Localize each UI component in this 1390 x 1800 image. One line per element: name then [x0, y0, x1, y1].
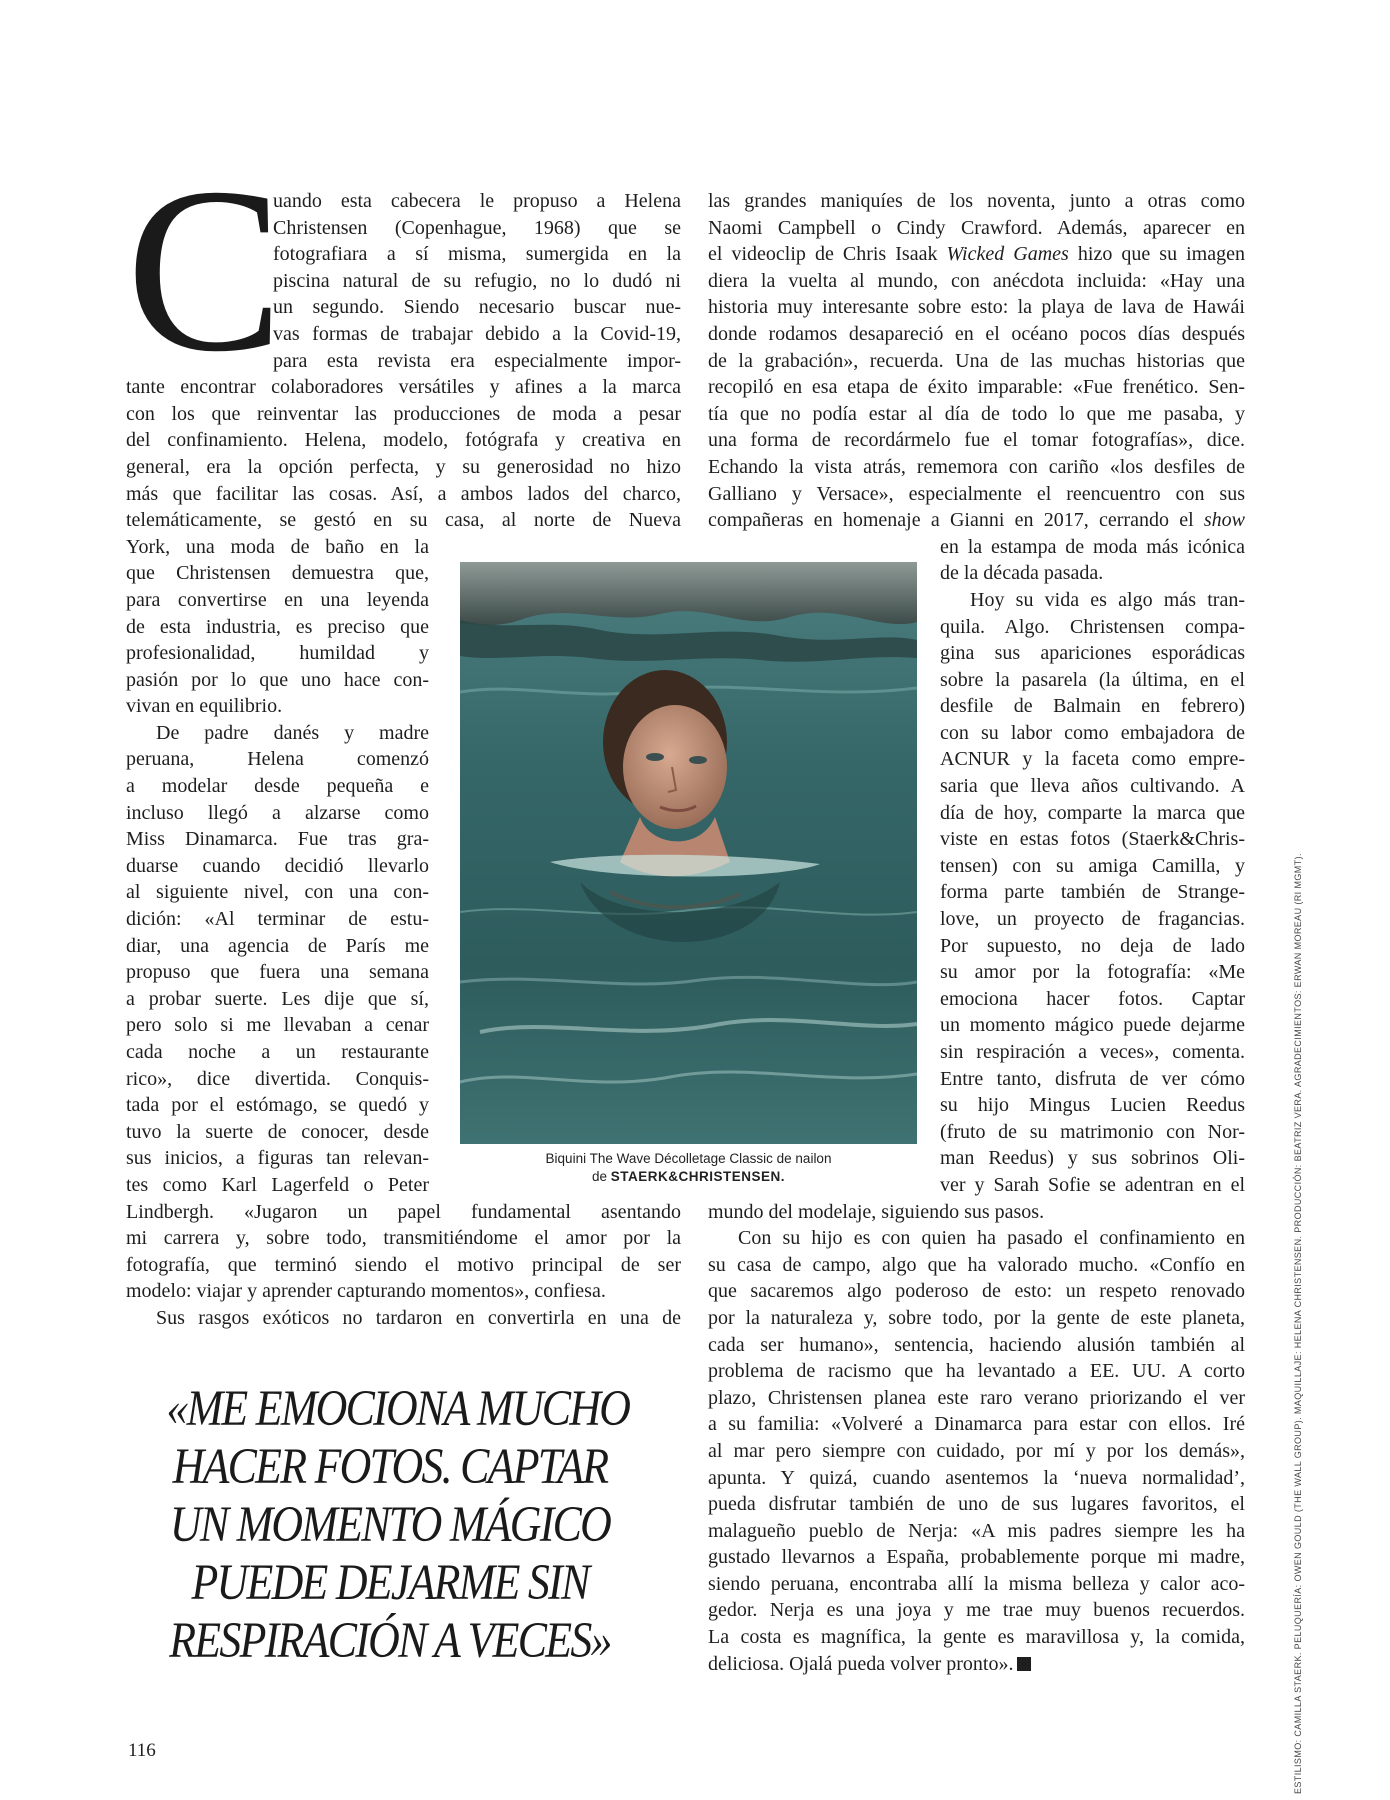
text-line: un momento mágico puede dejarme	[940, 1014, 1245, 1037]
text-line: diar, una agencia de París me	[126, 934, 429, 957]
drop-cap: C	[126, 140, 284, 401]
text-line: La costa es magnífica, la gente es maravillosa y, la comida,	[708, 1626, 1245, 1649]
text-line: fotografiara a sí misma, sumergida en la	[273, 243, 681, 266]
text-line: tante encontrar colaboradores versátiles y afines a la marca	[126, 376, 681, 399]
text-line: Echando la vista atrás, rememora con cariño «los desfiles de	[708, 455, 1245, 478]
text-line: emociona hacer fotos. Captar	[940, 987, 1245, 1010]
text-line: vivan en equilibrio.	[126, 695, 283, 718]
text-line: general, era la opción perfecta, y su generosidad no hizo	[126, 455, 681, 478]
text-line: al siguiente nivel, con una con-	[126, 881, 429, 904]
text-line: las grandes maniquíes de los noventa, junto a otras como	[708, 190, 1245, 212]
text-line: forma parte también de Strange-	[940, 881, 1245, 904]
text-line: que sacaremos algo poderoso de esto: un respeto renovado	[708, 1280, 1245, 1303]
text-line: tía que no podía estar al día de todo lo que me pasaba, y	[708, 402, 1245, 425]
lead-paragraph	[273, 188, 681, 374]
text-line: que Christensen demuestra que,	[126, 562, 429, 585]
pull-quote-line: RESPIRACIÓN A VECES»	[169, 1613, 611, 1669]
text-line: profesionalidad, humildad y	[126, 642, 429, 665]
text-line: cada ser humano», sentencia, haciendo alusión también al	[708, 1333, 1245, 1356]
text-line: para convertirse en una leyenda	[126, 588, 429, 611]
text-segment: compañeras en homenaje a Gianni en 2017, cerrando el	[708, 509, 1204, 532]
caption-brand: STAERK&CHRISTENSEN.	[610, 1169, 786, 1184]
text-line	[708, 241, 1245, 268]
pull-quote-line: «ME EMOCIONA MUCHO	[166, 1381, 630, 1437]
pull-quote-line: PUEDE DEJARME SIN	[191, 1555, 589, 1611]
text-line	[708, 1651, 1245, 1678]
wrapped-text-block	[940, 534, 1245, 1199]
text-line: donde rodamos desapareció en el océano pocos días después	[708, 322, 1245, 345]
text-line: para esta revista era especialmente impor-	[273, 349, 681, 372]
pull-quote-line: UN MOMENTO MÁGICO	[169, 1497, 611, 1553]
text-line: un segundo. Siendo necesario buscar nue-	[273, 296, 681, 319]
caption-prefix: de	[591, 1169, 611, 1184]
text-line: tes como Karl Lagerfeld o Peter	[126, 1173, 429, 1196]
text-line: Galliano y Versace», especialmente el reencuentro con sus	[708, 482, 1245, 505]
text-line: recopiló en esa etapa de éxito imparable: «Fue frenético. Sen-	[708, 376, 1245, 399]
text-line: a probar suerte. Les dije que sí,	[126, 987, 429, 1010]
text-line: piscina natural de su refugio, no lo dudó ni	[273, 269, 681, 292]
text-line: duarse cuando decidió llevarlo	[126, 854, 429, 877]
text-line: su casa de campo, algo que ha valorado mucho. «Confío en	[708, 1253, 1245, 1276]
text-line	[708, 507, 1245, 534]
caption-line	[460, 1168, 917, 1186]
pull-quote-line: HACER FOTOS. CAPTAR	[172, 1439, 608, 1495]
text-line: mundo del modelaje, siguiendo sus pasos.	[708, 1200, 1045, 1223]
text-line: Lindbergh. «Jugaron un papel fundamental asentando	[126, 1200, 681, 1223]
text-line: más que facilitar las cosas. Así, a ambos lados del charco,	[126, 482, 681, 505]
text-line: desfile de Balmain en febrero)	[940, 695, 1245, 718]
text-line: York, una moda de baño en la	[126, 535, 429, 558]
text-line: viste en estas fotos (Staerk&Chris-	[940, 828, 1245, 851]
text-line: gustado llevarnos a España, probablemente porque mi madre,	[708, 1546, 1245, 1569]
text-line: incluso llegó a alzarse como	[126, 801, 429, 824]
page-number: 116	[128, 1740, 156, 1761]
caption-line: Biquini The Wave Décolletage Classic de nailon	[545, 1151, 832, 1166]
text-line: ACNUR y la faceta como empre-	[940, 748, 1245, 771]
text-line: plazo, Christensen planea este raro verano priorizando el ver	[708, 1386, 1245, 1409]
text-line: sobre la pasarela (la última, en el	[940, 668, 1245, 691]
text-line: De padre danés y madre	[156, 721, 429, 744]
photo-caption	[460, 1150, 917, 1186]
end-mark-icon	[1017, 1657, 1031, 1671]
swimmer-photo-illustration	[460, 562, 917, 1144]
text-line: sin respiración a veces», comenta.	[940, 1041, 1245, 1063]
text-line: de la grabación», recuerda. Una de las muchas historias que	[708, 349, 1245, 372]
text-line: cada noche a un restaurante	[126, 1041, 429, 1063]
text-line: su hijo Mingus Lucien Reedus	[940, 1094, 1245, 1117]
text-line: rico», dice divertida. Conquis-	[126, 1067, 429, 1090]
text-line: diera la vuelta al mundo, con anécdota incluida: «Hay una	[708, 269, 1245, 292]
text-segment: hizo que su imagen	[1068, 243, 1245, 266]
text-line: tensen) con su amiga Camilla, y	[940, 854, 1245, 877]
text-line: vas formas de trabajar debido a la Covid-19,	[273, 322, 681, 345]
text-line: tada por el estómago, se quedó y	[126, 1094, 429, 1117]
text-line: sus inicios, a figuras tan relevan-	[126, 1147, 429, 1170]
text-line: día de hoy, comparte la marca que	[940, 801, 1245, 824]
text-line: su amor por la fotografía: «Me	[940, 961, 1245, 984]
text-line: historia muy interesante sobre esto: la playa de lava de Hawái	[708, 296, 1245, 319]
text-line: siendo peruana, encontraba allí la misma belleza y calor aco-	[708, 1572, 1245, 1595]
text-line: peruana, Helena comenzó	[126, 748, 429, 771]
text-line: mi carrera y, sobre todo, transmitiéndome el amor por la	[126, 1227, 681, 1250]
text-line: por la naturaleza y, sobre todo, por la gente de este planeta,	[708, 1306, 1245, 1329]
text-line: de esta industria, es preciso que	[126, 615, 429, 638]
text-line: tuvo la suerte de conocer, desde	[126, 1120, 429, 1143]
text-line: Miss Dinamarca. Fue tras gra-	[126, 828, 429, 851]
text-line: man Reedus) y sus sobrinos Oli-	[940, 1147, 1245, 1170]
text-line: pasión por lo que uno hace con-	[126, 668, 429, 691]
text-line: a modelar desde pequeña e	[126, 775, 429, 798]
text-line: Por supuesto, no deja de lado	[940, 934, 1245, 957]
text-line: con su labor como embajadora de	[940, 721, 1245, 744]
text-line: modelo: viajar y aprender capturando momentos», confiesa.	[126, 1280, 606, 1303]
text-line: una forma de recordármelo fue el tomar fotografías», dice.	[708, 429, 1245, 452]
text-line: quila. Algo. Christensen compa-	[940, 615, 1245, 638]
text-line: gina sus apariciones esporádicas	[940, 642, 1245, 665]
text-line: Con su hijo es con quien ha pasado el confinamiento en	[738, 1227, 1245, 1250]
text-line: Christensen (Copenhague, 1968) que se	[273, 216, 681, 239]
text-line: a su familia: «Volveré a Dinamarca para estar con ellos. Iré	[708, 1413, 1245, 1436]
text-line: telemáticamente, se gestó en su casa, al norte de Nueva	[126, 509, 681, 532]
text-line: de la década pasada.	[940, 562, 1104, 585]
wrapped-text-block	[126, 534, 429, 1199]
emphasis-show: show	[1203, 509, 1245, 532]
text-line: del confinamiento. Helena, modelo, fotógrafa y creativa en	[126, 429, 681, 452]
text-line: uando esta cabecera le propuso a Helena	[273, 190, 681, 212]
song-title: Wicked Games	[946, 243, 1069, 266]
text-line: pueda disfrutar también de uno de sus lugares favoritos, el	[708, 1493, 1245, 1516]
text-line: Entre tanto, disfruta de ver cómo	[940, 1067, 1245, 1090]
article-photo	[460, 562, 917, 1144]
text-line: Naomi Campbell o Cindy Crawford. Además, aparecer en	[708, 216, 1245, 239]
text-line: en la estampa de moda más icónica	[940, 535, 1245, 558]
text-line: fotografía, que terminó siendo el motivo principal de ser	[126, 1253, 681, 1276]
text-line: Hoy su vida es algo más tran-	[970, 588, 1245, 611]
text-line: gedor. Nerja es una joya y me trae muy buenos recuerdos.	[708, 1599, 1245, 1622]
text-segment: deliciosa. Ojalá pueda volver pronto».	[708, 1652, 1014, 1675]
text-line: malagueño pueblo de Nerja: «A mis padres siempre les ha	[708, 1519, 1245, 1542]
text-line: love, un proyecto de fragancias.	[940, 908, 1245, 931]
text-line: con los que reinventar las producciones de moda a pesar	[126, 402, 681, 425]
photo-credits: ESTILISMO: CAMILLA STAERK. PELUQUERÍA: OWEN GOULD (THE WALL GROUP). MAQUILLAJE: HELENA CHRISTENSEN. PRODUCCIÓN: BEATRIZ VERA. AGRADECIMIENTOS: ERWAN MOREAU (RI MGMT).	[1293, 853, 1303, 1794]
text-line: pero solo si me llevaban a cenar	[126, 1014, 429, 1037]
text-line: (fruto de su matrimonio con Nor-	[940, 1120, 1245, 1143]
text-line: Sus rasgos exóticos no tardaron en convertirla en una de	[156, 1306, 681, 1329]
text-line: apunta. Y quizá, cuando asentemos la ‘nueva normalidad’,	[708, 1466, 1245, 1489]
pull-quote	[166, 1380, 630, 1670]
text-line: dición: «Al terminar de estu-	[126, 908, 429, 931]
text-line: al mar pero siempre con cuidado, por mí y por los demás»,	[708, 1439, 1245, 1462]
text-line: propuso que fuera una semana	[126, 961, 429, 984]
text-segment: el videoclip de Chris Isaak	[708, 243, 947, 266]
text-line: saria que lleva años cultivando. A	[940, 775, 1245, 798]
text-line: problema de racismo que ha levantado a EE. UU. A corto	[708, 1360, 1245, 1383]
text-line: ver y Sarah Sofie se adentran en el	[940, 1173, 1245, 1196]
